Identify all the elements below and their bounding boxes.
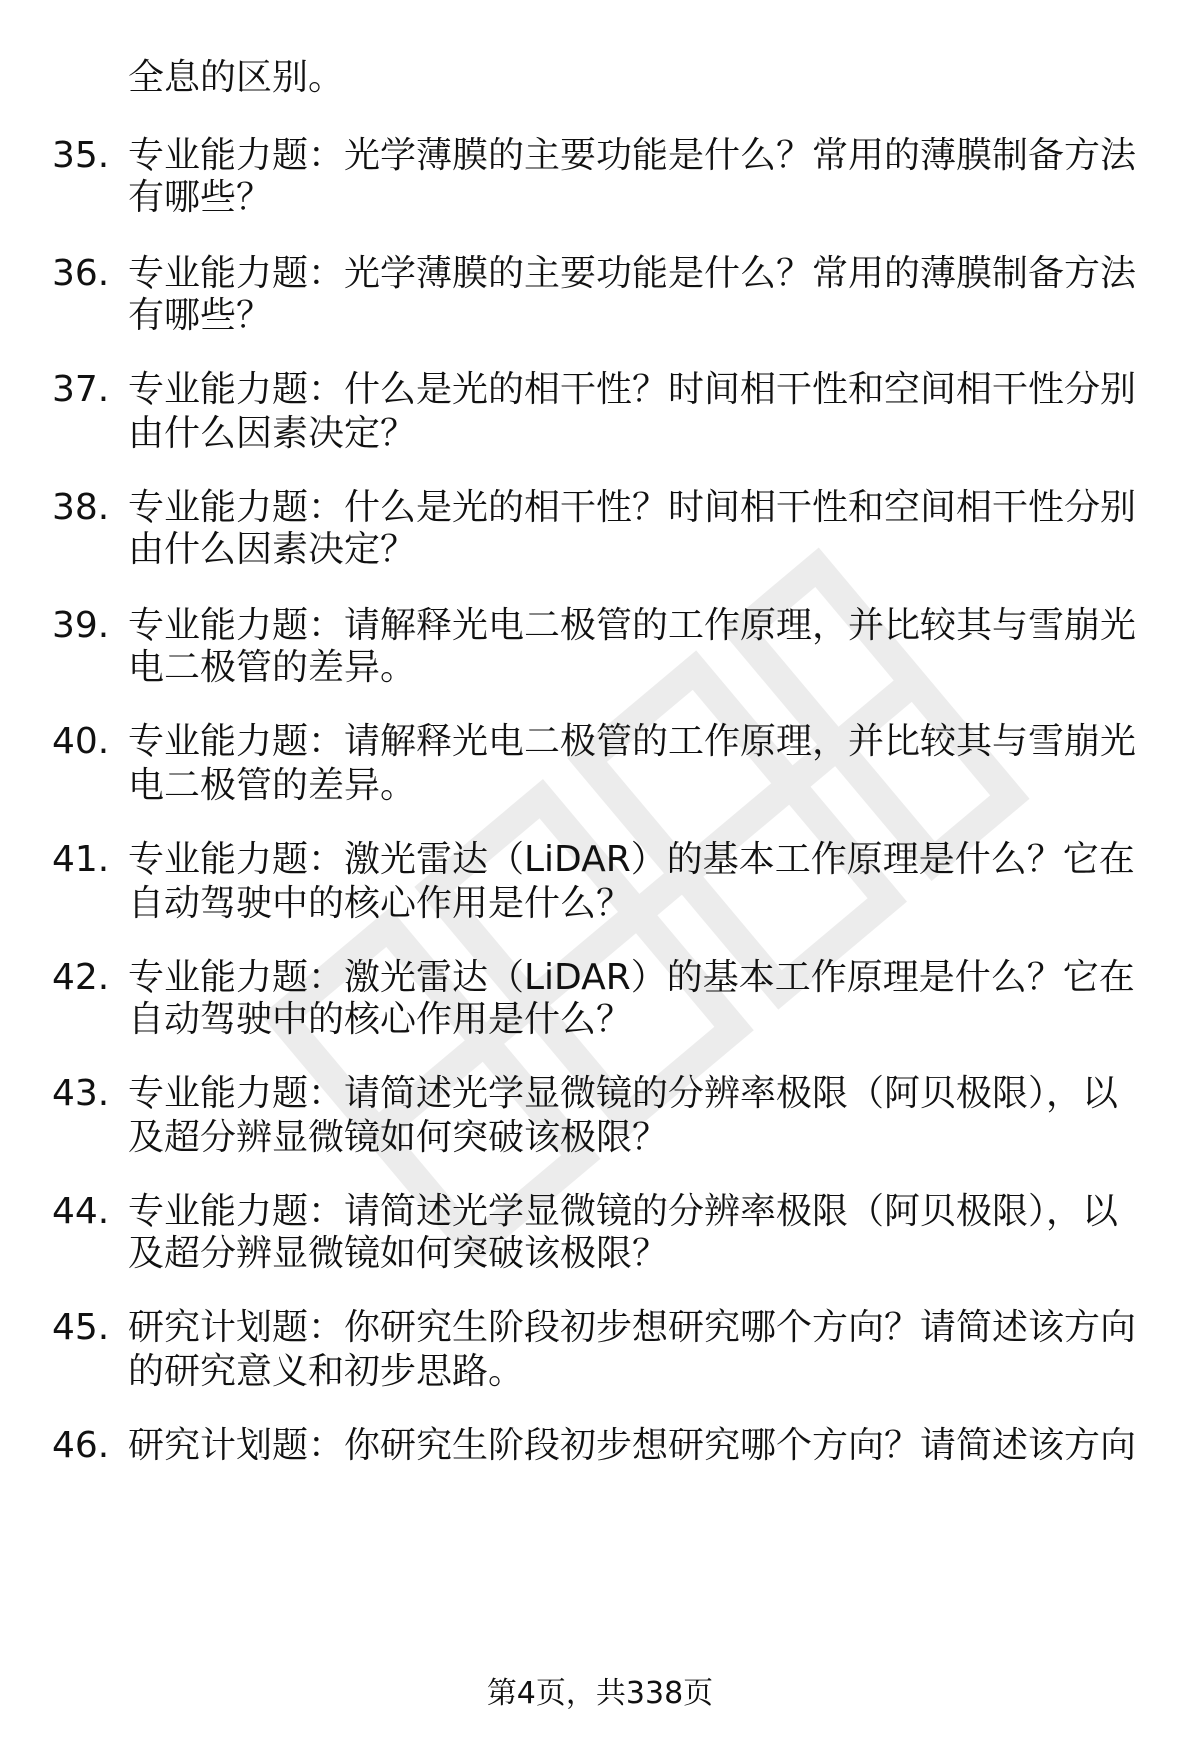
question-number: 41. <box>52 839 110 880</box>
question-text: 电二极管的差异。 <box>128 647 417 688</box>
question-text: 电二极管的差异。 <box>128 765 417 806</box>
question-text: 有哪些？ <box>128 177 273 218</box>
question-text: 专业能力题：请解释光电二极管的工作原理，并比较其与雪崩光 <box>128 721 1137 762</box>
question-number: 38. <box>52 487 110 528</box>
question-text: 自动驾驶中的核心作用是什么？ <box>128 883 633 924</box>
question-text: 专业能力题：什么是光的相干性？时间相干性和空间相干性分别 <box>128 487 1137 528</box>
question-text: 专业能力题：请解释光电二极管的工作原理，并比较其与雪崩光 <box>128 605 1137 646</box>
question-text: 专业能力题：激光雷达（LiDAR）的基本工作原理是什么？它在 <box>128 839 1135 880</box>
question-number: 44. <box>52 1191 110 1232</box>
question-text: 专业能力题：光学薄膜的主要功能是什么？常用的薄膜制备方法 <box>128 253 1137 294</box>
question-text: 专业能力题：激光雷达（LiDAR）的基本工作原理是什么？它在 <box>128 957 1135 998</box>
question-text: 的研究意义和初步思路。 <box>128 1351 525 1392</box>
question-text: 研究计划题：你研究生阶段初步想研究哪个方向？请简述该方向 <box>128 1425 1137 1466</box>
question-text: 研究计划题：你研究生阶段初步想研究哪个方向？请简述该方向 <box>128 1307 1137 1348</box>
question-number: 37. <box>52 369 110 410</box>
question-text: 专业能力题：请简述光学显微镜的分辨率极限（阿贝极限），以 <box>128 1073 1119 1114</box>
question-number: 45. <box>52 1307 110 1348</box>
continuation-text: 全息的区别。 <box>128 57 345 98</box>
question-number: 46. <box>52 1425 110 1466</box>
question-number: 39. <box>52 605 110 646</box>
page-number-footer: 第4页，共338页 <box>486 1676 714 1711</box>
question-text: 有哪些？ <box>128 295 273 336</box>
question-text: 专业能力题：光学薄膜的主要功能是什么？常用的薄膜制备方法 <box>128 135 1137 176</box>
question-text: 自动驾驶中的核心作用是什么？ <box>128 999 633 1040</box>
question-text: 由什么因素决定？ <box>128 529 417 570</box>
question-text: 及超分辨显微镜如何突破该极限？ <box>128 1233 669 1274</box>
question-text: 由什么因素决定？ <box>128 413 417 454</box>
question-text: 专业能力题：什么是光的相干性？时间相干性和空间相干性分别 <box>128 369 1137 410</box>
question-number: 42. <box>52 957 110 998</box>
question-number: 35. <box>52 135 110 176</box>
question-text: 专业能力题：请简述光学显微镜的分辨率极限（阿贝极限），以 <box>128 1191 1119 1232</box>
question-text: 及超分辨显微镜如何突破该极限？ <box>128 1117 669 1158</box>
question-number: 36. <box>52 253 110 294</box>
question-number: 40. <box>52 721 110 762</box>
question-number: 43. <box>52 1073 110 1114</box>
